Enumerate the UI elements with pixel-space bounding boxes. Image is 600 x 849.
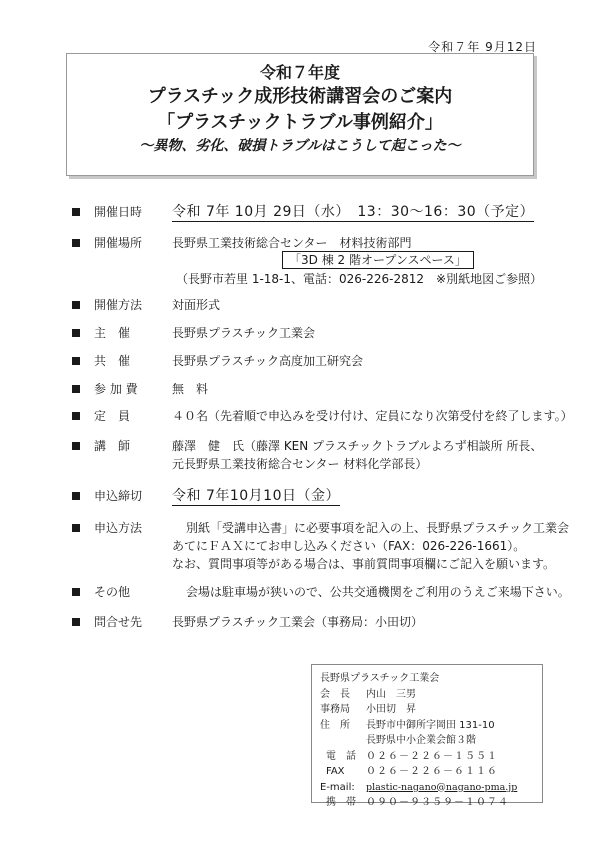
info-label: 講 師 (94, 439, 131, 453)
square-bullet-icon (72, 329, 80, 337)
contact-box (311, 664, 543, 808)
event-datetime: 令和 7年 10月 29日（水） 13：30～16：30（予定） (172, 204, 535, 220)
title-box (66, 53, 534, 176)
venue-name: 長野県工業技術総合センター 材料技術部門 (172, 236, 412, 250)
application-line-2: あてにＦＡＸにてお申し込みください（FAX：026-226-1661）。 (172, 539, 526, 553)
info-label: 問合せ先 (94, 615, 143, 629)
contact-mobile: 携 帯 ０９０－９３５９－１０７４ (326, 797, 509, 808)
square-bullet-icon (72, 524, 80, 532)
deadline-date: 令和 7年10月10日（金） (172, 488, 340, 504)
title-main: プラスチック成形技術講習会のご案内 (147, 86, 453, 107)
square-bullet-icon (72, 492, 80, 500)
contact-email: E-mail: plastic-nagano@nagano-pma.jp (320, 781, 518, 793)
venue-room: 「3D 棟 2 階オープンスペース」 (282, 251, 474, 269)
square-bullet-icon (72, 442, 80, 450)
contact-fax: FAX ０２６－２２６－６１１６ (326, 766, 498, 777)
title-topic: 「プラスチックトラブル事例紹介」 (157, 112, 443, 133)
info-value: 無 料 (172, 382, 209, 396)
info-value: ４０名（先着順で申込みを受け付け、定員になり次第受付を終了します。） (172, 409, 573, 423)
info-label: 申込締切 (94, 489, 143, 503)
info-label: 共 催 (94, 354, 131, 368)
info-label: 申込方法 (94, 521, 143, 535)
info-label: 定 員 (94, 409, 131, 423)
info-label: 開催日時 (94, 205, 143, 219)
email-link[interactable]: plastic-nagano@nagano-pma.jp (366, 781, 518, 793)
contact-chair: 会 長 内山 三男 (320, 688, 416, 700)
square-bullet-icon (72, 385, 80, 393)
title-subtitle: ～異物、劣化、破損トラブルはこうして起こった～ (139, 138, 461, 154)
contact-office: 事務局 小田切 昇 (320, 704, 416, 715)
square-bullet-icon (72, 239, 80, 247)
info-value: 長野県プラスチック工業会（事務局：小田切） (172, 615, 424, 629)
info-value: 長野県プラスチック工業会 (172, 326, 316, 340)
square-bullet-icon (72, 412, 80, 420)
info-label: 開催方法 (94, 298, 143, 312)
application-line-3: なお、質問事項等がある場合は、事前質問事項欄にご記入を願います。 (172, 557, 556, 571)
info-value: 会場は駐車場が狭いので、公共交通機関をご利用のうえご来場下さい。 (186, 585, 570, 599)
square-bullet-icon (72, 588, 80, 596)
contact-address: 住 所 長野市中御所字岡田 131-10 (320, 719, 495, 731)
document-date: 令和７年 9月12日 (428, 40, 537, 54)
title-year: 令和７年度 (259, 63, 340, 82)
info-label: その他 (94, 585, 131, 599)
square-bullet-icon (72, 618, 80, 626)
application-line-1: 別紙「受講申込書」に必要事項を記入の上、長野県プラスチック工業会 (186, 521, 570, 535)
lecturer-name: 藤澤 健 氏（藤澤 KEN プラスチックトラブルよろず相談所 所長、 (172, 439, 543, 453)
square-bullet-icon (72, 301, 80, 309)
square-bullet-icon (72, 208, 80, 216)
square-bullet-icon (72, 357, 80, 365)
info-label: 開催場所 (94, 236, 143, 250)
info-value: 長野県プラスチック高度加工研究会 (172, 354, 364, 368)
contact-address-2: 長野県中小企業会館３階 (366, 735, 476, 746)
info-value: 対面形式 (172, 298, 221, 312)
contact-phone: 電 話 ０２６－２２６－１５５１ (326, 750, 498, 762)
info-label: 主 催 (94, 326, 131, 340)
contact-org: 長野県プラスチック工業会 (320, 673, 440, 684)
info-label: 参 加 費 (94, 382, 138, 396)
venue-address: （長野市若里 1-18-1、電話：026-226-2812 ※別紙地図ご参照） (176, 272, 543, 286)
lecturer-title: 元長野県工業技術総合センター 材料化学部長） (172, 457, 428, 471)
